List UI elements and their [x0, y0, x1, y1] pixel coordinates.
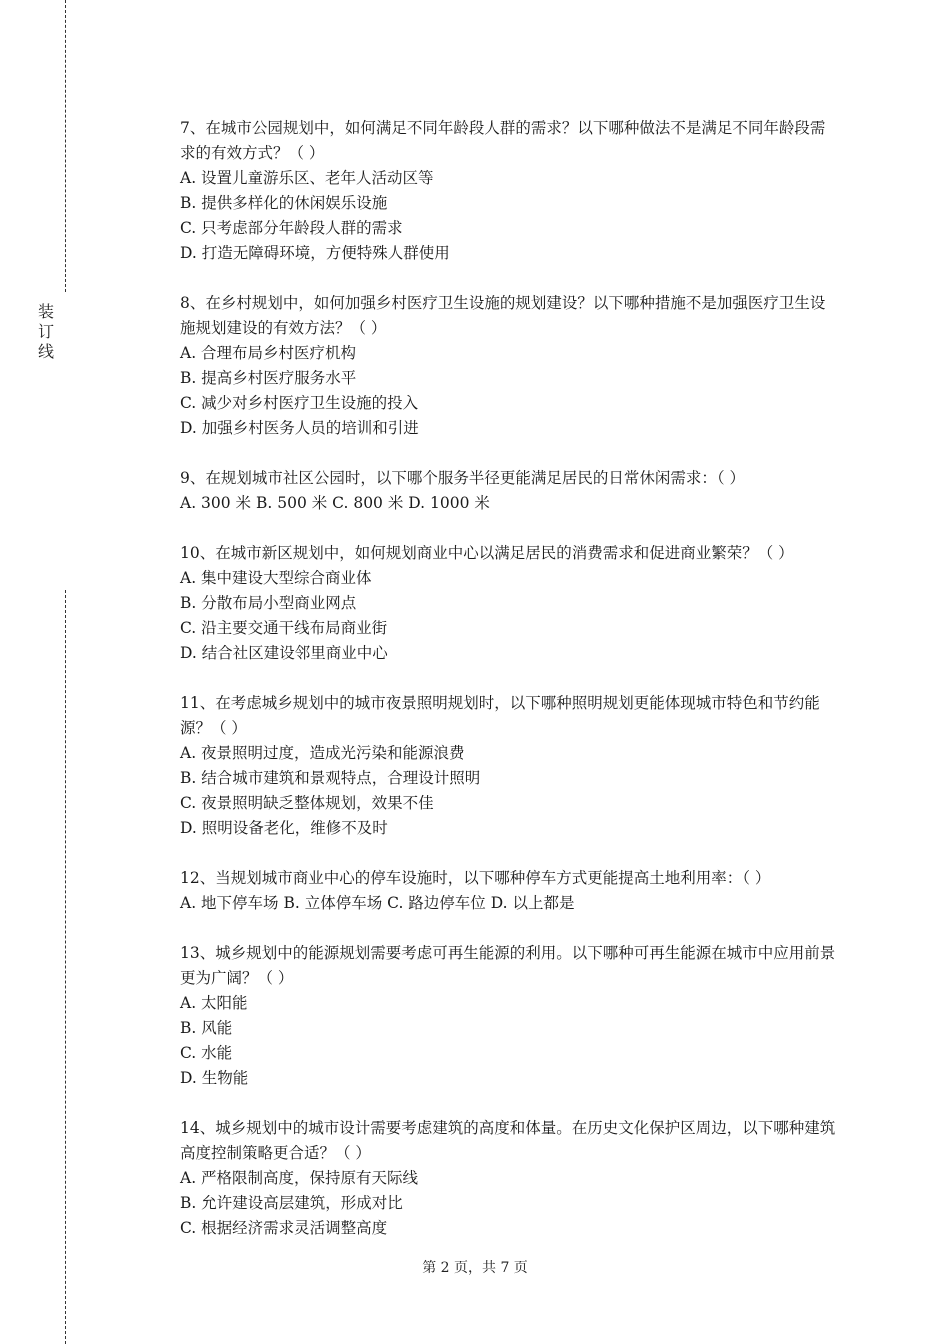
- question-text: 10、在城市新区规划中，如何规划商业中心以满足居民的消费需求和促进商业繁荣？（ ）: [180, 544, 794, 562]
- question-7: [180, 116, 840, 266]
- question-11: [180, 691, 840, 841]
- question-13: [180, 941, 840, 1091]
- question-10: [180, 541, 840, 666]
- option-c: C. 沿主要交通干线布局商业街: [180, 619, 388, 637]
- question-8: [180, 291, 840, 441]
- question-text: 8、在乡村规划中，如何加强乡村医疗卫生设施的规划建设？以下哪种措施不是加强医疗卫生设施规划建设的有效方法？（ ）: [180, 294, 826, 337]
- option-a: A. 设置儿童游乐区、老年人活动区等: [180, 169, 434, 187]
- question-text: 9、在规划城市社区公园时，以下哪个服务半径更能满足居民的日常休闲需求：（ ）: [180, 469, 746, 487]
- option-d: D. 加强乡村医务人员的培训和引进: [180, 419, 419, 437]
- question-9: [180, 466, 840, 516]
- question-text: 7、在城市公园规划中，如何满足不同年龄段人群的需求？以下哪种做法不是满足不同年龄段需求的有效方式？（ ）: [180, 119, 826, 162]
- binding-char: 装: [37, 302, 54, 321]
- binding-line-label: [36, 302, 56, 362]
- question-text: 13、城乡规划中的能源规划需要考虑可再生能源的利用。以下哪种可再生能源在城市中应用前景更为广阔？（ ）: [180, 944, 836, 987]
- option-c: C. 只考虑部分年龄段人群的需求: [180, 219, 403, 237]
- option-c: C. 夜景照明缺乏整体规划，效果不佳: [180, 794, 434, 812]
- question-text: 14、城乡规划中的城市设计需要考虑建筑的高度和体量。在历史文化保护区周边，以下哪种建筑高度控制策略更合适？（ ）: [180, 1119, 836, 1162]
- option-c: C. 根据经济需求灵活调整高度: [180, 1219, 388, 1237]
- page-number-footer: 第 2 页，共 7 页: [422, 1260, 528, 1276]
- question-text: 11、在考虑城乡规划中的城市夜景照明规划时，以下哪种照明规划更能体现城市特色和节约能源？（ ）: [180, 694, 820, 737]
- option-d: D. 生物能: [180, 1069, 249, 1087]
- option-c: C. 减少对乡村医疗卫生设施的投入: [180, 394, 419, 412]
- binding-dashed-line-top: [65, 0, 66, 292]
- option-a: A. 夜景照明过度，造成光污染和能源浪费: [180, 744, 465, 762]
- option-d: D. 结合社区建设邻里商业中心: [180, 644, 388, 662]
- option-a: A. 严格限制高度，保持原有天际线: [180, 1169, 419, 1187]
- question-text: 12、当规划城市商业中心的停车设施时，以下哪种停车方式更能提高土地利用率：（ ）: [180, 869, 771, 887]
- option-a: A. 太阳能: [180, 994, 248, 1012]
- option-a: A. 集中建设大型综合商业体: [180, 569, 372, 587]
- option-b: B. 结合城市建筑和景观特点，合理设计照明: [180, 769, 481, 787]
- option-a: A. 合理布局乡村医疗机构: [180, 344, 357, 362]
- option-row: A. 300 米 B. 500 米 C. 800 米 D. 1000 米: [180, 494, 490, 512]
- binding-char: 订: [37, 322, 54, 341]
- option-b: B. 风能: [180, 1019, 233, 1037]
- option-d: D. 照明设备老化，维修不及时: [180, 819, 388, 837]
- binding-dashed-line-bottom: [65, 590, 66, 1344]
- question-list: [180, 116, 840, 1266]
- option-c: C. 水能: [180, 1044, 233, 1062]
- option-b: B. 分散布局小型商业网点: [180, 594, 357, 612]
- binding-char: 线: [37, 342, 54, 361]
- option-b: B. 提供多样化的休闲娱乐设施: [180, 194, 388, 212]
- option-b: B. 允许建设高层建筑，形成对比: [180, 1194, 403, 1212]
- question-12: [180, 866, 840, 916]
- question-14: [180, 1116, 840, 1241]
- option-b: B. 提高乡村医疗服务水平: [180, 369, 357, 387]
- option-d: D. 打造无障碍环境，方便特殊人群使用: [180, 244, 450, 262]
- option-row: A. 地下停车场 B. 立体停车场 C. 路边停车位 D. 以上都是: [180, 894, 575, 912]
